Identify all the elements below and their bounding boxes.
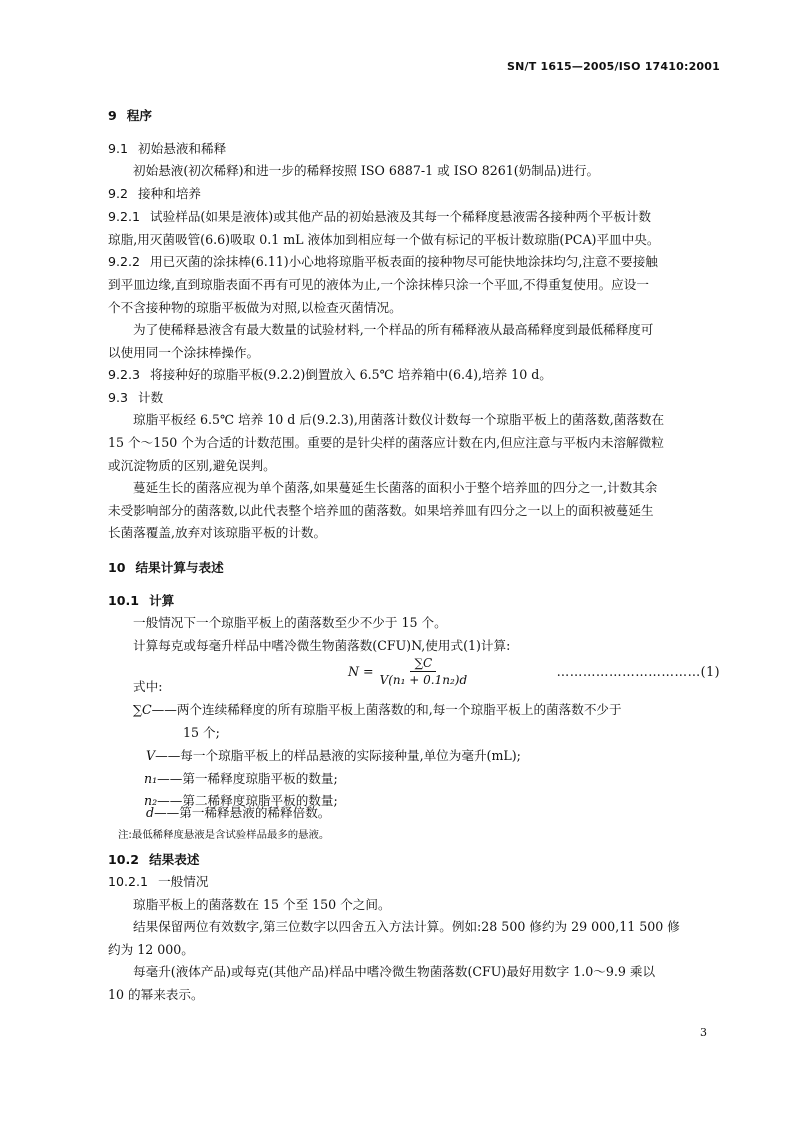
text-line: 15 个～150 个为合适的计数范围。重要的是针尖样的菌落应计数在内,但应注意与平板内未溶解微粒 [108,435,664,450]
where-symbol: V [146,748,156,763]
text-line: 10 的幂来表示。 [108,987,204,1002]
section-10-1-heading [108,590,720,609]
section-9-1-heading [108,138,720,157]
text-line: 一般情况下一个琼脂平板上的菌落数至少不少于 15 个。 [133,615,447,630]
text-line: 将接种好的琼脂平板(9.2.2)倒置放入 6.5℃ 培养箱中(6.4),培养 10 d。 [150,367,552,382]
section-10-heading [108,557,720,576]
paragraph: 初始悬液(初次稀释)和进一步的稀释按照 ISO 6887-1 或 ISO 8261(奶制品)进行。 [133,163,600,178]
section-number: 10.2.1 [108,874,149,889]
section-number: 10 [108,560,126,575]
text-line: 琼脂平板上的菌落数在 15 个至 150 个之间。 [133,897,391,912]
clause-number: 9.2.3 [108,367,141,382]
section-title: 初始悬液和稀释 [138,141,227,156]
section-title: 一般情况 [158,874,209,889]
section-number: 9 [108,108,117,123]
where-item-sum-c-continued: 15 个; [183,725,220,740]
where-item-d [146,802,330,821]
section-9-3-heading [108,387,720,406]
where-item-n1 [144,768,338,787]
where-description: 第二稀释度琼脂平板的数量; [182,793,338,808]
section-number: 10.1 [108,593,140,608]
clause-9-2-2-line-1 [108,251,720,270]
text-line: 蔓延生长的菌落应视为单个菌落,如果蔓延生长菌落的面积小于整个培养皿的四分之一,计数其余 [133,480,658,495]
equation-number [557,664,720,679]
where-symbol: n₁ [144,771,158,786]
clause-9-2-3 [108,364,720,383]
page-number: 3 [700,1026,707,1039]
where-symbol: n₂ [144,793,158,808]
section-number: 9.1 [108,141,129,156]
where-dash: —— [151,702,177,717]
equation-label: (1) [700,664,720,679]
formula-fraction [380,656,468,687]
where-dash: —— [155,748,181,763]
where-dash: —— [157,771,183,786]
section-number: 9.3 [108,390,129,405]
section-9-2-heading [108,183,720,202]
where-description: 第一稀释度琼脂平板的数量; [182,771,338,786]
where-dash: —— [154,805,180,820]
section-title: 接种和培养 [138,186,201,201]
text-line: 试验样品(如果是液体)或其他产品的初始悬液及其每一个稀释度悬液需各接种两个平板计数 [150,209,652,224]
text-line: 为了使稀释悬液含有最大数量的试验材料,一个样品的所有稀释液从最高稀释度到最低稀释度可 [133,322,654,337]
text-line: 琼脂,用灭菌吸管(6.6)吸取 0.1 mL 液体加到相应每一个做有标记的平板计数琼脂(PCA)平皿中央。 [108,232,660,247]
section-title: 计数 [138,390,164,405]
clause-9-2-1-line-1 [108,206,720,225]
text-line: 个不含接种物的琼脂平板做为对照,以检查灭菌情况。 [108,300,402,315]
where-label: 式中: [133,679,163,694]
text-line: 到平皿边缘,直到琼脂表面不再有可见的液体为止,一个涂抹棒只涂一个平皿,不得重复使用。应设一 [108,277,649,292]
text-line: 以使用同一个涂抹棒操作。 [108,345,260,360]
text-line: 或沉淀物质的区别,避免误判。 [108,458,276,473]
text-line: 计算每克或每毫升样品中嗜冷微生物菌落数(CFU)N,使用式(1)计算: [133,638,511,653]
section-10-2-1-heading [108,871,720,890]
where-symbol: ∑C [133,702,152,717]
leader-dots: …………………………… [556,664,701,679]
section-number: 10.2 [108,852,140,867]
formula [348,656,467,687]
section-title: 结果计算与表述 [135,560,224,575]
note: 注:最低稀释度悬液是含试验样品最多的悬液。 [118,829,330,841]
where-description: 两个连续稀释度的所有琼脂平板上菌落数的和,每一个琼脂平板上的菌落数不少于 [176,702,622,717]
where-description: 每一个琼脂平板上的样品悬液的实际接种量,单位为毫升(mL); [180,748,521,763]
text-line: 长菌落覆盖,放弃对该琼脂平板的计数。 [108,525,327,540]
clause-number: 9.2.2 [108,254,141,269]
formula-row [108,656,720,692]
where-symbol: d [146,805,155,820]
section-10-2-heading [108,849,720,868]
section-title: 程序 [126,108,152,123]
formula-denominator: V(n₁ + 0.1n₂)d [379,673,468,687]
section-number: 9.2 [108,186,129,201]
section-title: 计算 [149,593,175,608]
section-9-heading [108,105,720,124]
text-line: 琼脂平板经 6.5℃ 培养 10 d 后(9.2.3),用菌落计数仪计数每一个琼脂平板上的菌落数,菌落数在 [133,412,665,427]
text-line: 结果保留两位有效数字,第三位数字以四舍五入方法计算。例如:28 500 修约为 29 000,11 500 修 [133,919,680,934]
page-header-standard-number: SN/T 1615—2005/ISO 17410:2001 [506,60,720,73]
formula-numerator: ∑C [410,656,436,672]
text-line: 用已灭菌的涂抹棒(6.11)小心地将琼脂平板表面的接种物尽可能快地涂抹均匀,注意不要接触 [150,254,658,269]
formula-lhs: N = [348,664,374,679]
text-line: 每毫升(液体产品)或每克(其他产品)样品中嗜冷微生物菌落数(CFU)最好用数字 1.0～9.9 乘以 [133,964,656,979]
where-dash: —— [157,793,183,808]
text-line: 未受影响部分的菌落数,以此代表整个培养皿的菌落数。如果培养皿有四分之一以上的面积被蔓延生 [108,503,654,518]
where-item-v [146,745,521,764]
clause-number: 9.2.1 [108,209,141,224]
where-item-sum-c [133,699,622,718]
text-line: 约为 12 000。 [108,942,194,957]
where-description: 第一稀释悬液的稀释倍数。 [179,805,331,820]
section-title: 结果表述 [149,852,200,867]
